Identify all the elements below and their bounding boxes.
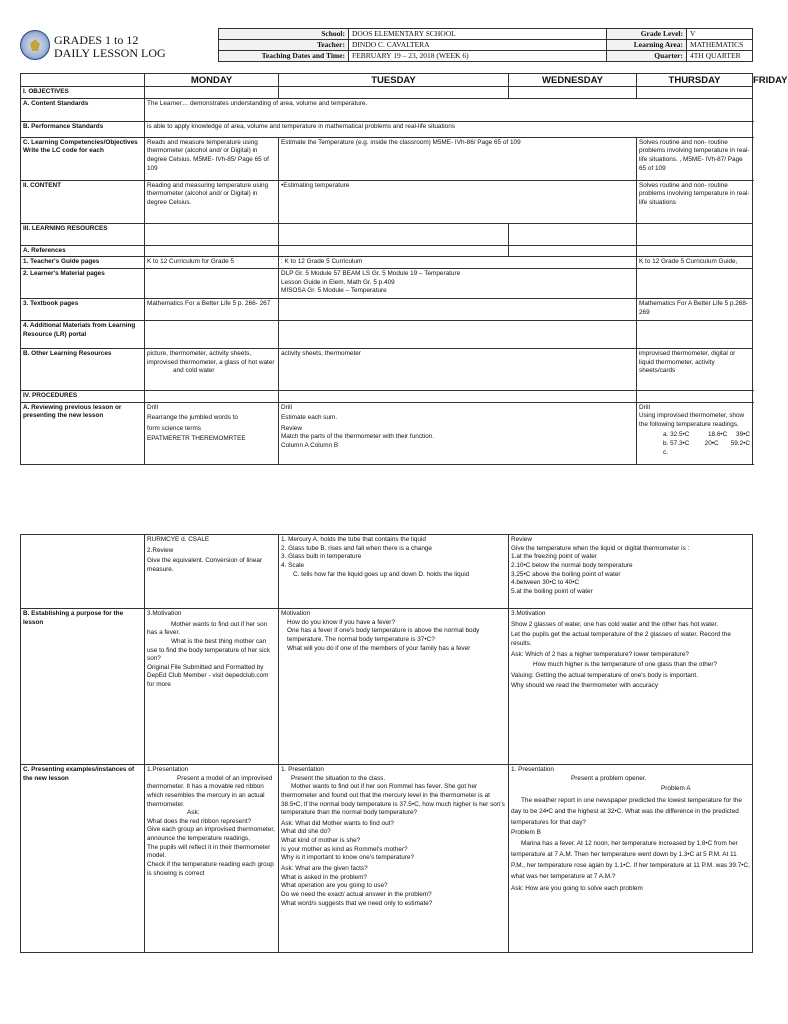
teacher-label: Teacher:	[219, 40, 349, 51]
quarter-label: Quarter:	[607, 51, 687, 62]
purpose-label: B. Establishing a purpose for the lesson	[21, 609, 145, 765]
teacher-value: DINDO C. CAVALTERA	[349, 40, 607, 51]
performance-label: B. Performance Standards	[21, 121, 145, 137]
review-tuesday: Drill Estimate each sum. Review Match the parts of the thermometer with their function. Column A Column B	[279, 402, 637, 464]
other-resources-label: B. Other Learning Resources	[21, 348, 145, 390]
teachers-guide-tuesday: : K to 12 Grade 5 Curriculum	[279, 257, 637, 269]
references-label: A. References	[21, 245, 145, 257]
teachers-guide-thursday: K to 12 Grade 5 Curriculum Guide,	[637, 257, 753, 269]
grade-label: Grade Level:	[607, 29, 687, 40]
textbook-label: 3. Textbook pages	[21, 298, 145, 320]
corner-cell	[21, 74, 145, 87]
day-monday: MONDAY	[145, 74, 279, 87]
competencies-thursday: Solves routine and non- routine problems involving temperature in real-life situations. , M5ME- IVh-87/ Page 65 of 109	[637, 137, 753, 180]
performance-value: is able to apply knowledge of area, volume and temperature in mathematical problems and real-life situations	[145, 121, 753, 137]
p2-review-tuesday: 1. Mercury A. holds the tube that contains the liquid 2. Glass tube B. rises and fall when there is a change 3. Glass bulb in temperature 4. Scale C. tells how far the liquid goes up and down D. holds the liquid	[279, 535, 509, 609]
lesson-table-page1: MONDAY TUESDAY WEDNESDAY THURSDAY FRIDAY I. OBJECTIVES A. Content Standards The Learner… demonstrates understanding of area, volume and temperature. B. Performance Standards is able to apply knowledge of area, volume and temperature in mathematical problems and real-life situations C. Learning Competencies/Objectives Write the LC code for each Reads and measure temperature using thermometer (alcohol and/ or Digital) in degree Celsius. M5ME- IVh-85/ Page 65 of 109 Estimate the Temperature (e.g. inside the classroom) M5ME- IVh-86/ Page 65 of 109 Solves routine and non- routine problems involving temperature in real-life situations. , M5ME- IVh-87/ Page 65 of 109 II. CONTENT Reading and measuring temperature using thermometer (alcohol and/ or Digital) in degree Celsius. •Estimating temperature Solves routine and non- routine problems involving temperature in real-life situations III. LEARNING RESOURCES A. References 1. Teacher's Guide pages K to 12 Curriculum for Grade 5 : K to 12 Grade 5 Curriculum K to 12 Grade 5 Curriculum Guide, 2. Learner's Material pages DLP Gr. 5 Module 57 BEAM LS Gr. 5 Module 19 – Temperature Lesson Guide in Elem. Math Gr. 5 p.409 MISOSA Gr. 5 Module – Temperature 3. Textbook pages Mathematics For a Better Life 5 p. 266- 267 Mathematics For A Better Life 5 p.268- 269 4. Additional Materials from Learning Resource (LR) portal B. Other Learning Resources picture, thermometer, activity sheets, improvised thermometer, a glass of hot water and cold water activity sheets, thermometer improvised thermometer, digital or liquid thermometer, activity sheets/cards IV. PROCEDURES A. Reviewing previous lesson or presenting the new lesson Drill Rearrange the jumbled words to form science terms EPATMERETR THEREMOMRTEE Drill Estimate each sum. Review Match the parts of the thermometer with their function. Column A Column B Drill Using improvised thermometer, show the following temperature readings. a. 32.5•C 18.6•C 39•C b. 57.3•C 20•C 59.2•C c.	[20, 73, 752, 465]
content-tuesday: •Estimating temperature	[279, 180, 637, 223]
additional-materials-label: 4. Additional Materials from Learning Resource (LR) portal	[21, 320, 145, 348]
textbook-thursday: Mathematics For A Better Life 5 p.268- 269	[637, 298, 753, 320]
review-monday: Drill Rearrange the jumbled words to form science terms EPATMERETR THEREMOMRTEE	[145, 402, 279, 464]
purpose-thursday: 3.Motivation Show 2 glasses of water, one has cold water and the other has hot water. Let the pupils get the actual temperature of the 2 glasses of water. Record the results. Ask: Which of 2 has a higher temperature? lower temperature? How much higher is the temperature of one glass than the other? Valuing: Getting the actual temperature of one's body is important. Why should we read the thermometer with accuracy	[509, 609, 753, 765]
deped-seal-icon	[20, 30, 50, 60]
lesson-table-page2	[20, 534, 752, 953]
learners-material-tuesday: DLP Gr. 5 Module 57 BEAM LS Gr. 5 Module 19 – Temperature Lesson Guide in Elem. Math Gr. 5 p.409 MISOSA Gr. 5 Module – Temperature	[279, 268, 637, 298]
other-resources-tuesday: activity sheets, thermometer	[279, 348, 637, 390]
teachers-guide-monday: K to 12 Curriculum for Grade 5	[145, 257, 279, 269]
day-tuesday: TUESDAY	[279, 74, 509, 87]
competencies-tuesday: Estimate the Temperature (e.g. inside the classroom) M5ME- IVh-86/ Page 65 of 109	[279, 137, 637, 180]
review-thursday: Drill Using improvised thermometer, show the following temperature readings. a. 32.5•C 18.6•C 39•C b. 57.3•C 20•C 59.2•C c.	[637, 402, 753, 464]
learners-material-label: 2. Learner's Material pages	[21, 268, 145, 298]
content-label: II. CONTENT	[21, 180, 145, 223]
presenting-thursday: 1. Presentation Present a problem opener. Problem A The weather report in one newspaper predicted the lowest temperature for the day to be 24•C and the highest at 32•C. What was the difference in the predicted temperatures for that day? Problem B Marina has a fever. At 12 noon, her temperature increased by 1.8•C from her temperature at 7 A.M. Then her temperature went down by 1.3•C at 5 P.M. At 11 P.M., her temperature rose again by 1.1•C. If her temperature at 11 P.M. was 39.7•C, what was her temperature at 7 A.M.? Ask: How are you going to solve each problem	[509, 765, 753, 953]
quarter-value: 4TH QUARTER	[687, 51, 753, 62]
purpose-monday: 3.Motivation Mother wants to find out if her son has a fever. What is the best thing mother can use to find the body temperature of her sick son? Original File Submitted and Formatted by DepEd Club Member - visit depedclub.com for more	[145, 609, 279, 765]
dates-label: Teaching Dates and Time:	[219, 51, 349, 62]
content-standards-label: A. Content Standards	[21, 98, 145, 121]
presenting-monday: 1.Presentation Present a model of an improvised thermometer. It has a movable red ribbon which resembles the mercury in an actual thermometer. Ask: What does the red ribbon represent? Give each group an improvised thermometer, announce the temperature readings, The pupils will reflect it in their thermometer model. Check if the temperature reading each group is showing is correct	[145, 765, 279, 953]
content-thursday: Solves routine and non- routine problems involving temperature in real-life situations	[637, 180, 753, 223]
content-monday: Reading and measuring temperature using thermometer (alcohol and/ or Digital) in degree Celsius.	[145, 180, 279, 223]
content-standards-value: The Learner… demonstrates understanding of area, volume and temperature.	[145, 98, 753, 121]
lesson-log-header	[20, 28, 752, 68]
day-wednesday: WEDNESDAY	[509, 74, 637, 87]
review-label: A. Reviewing previous lesson or presenting the new lesson	[21, 402, 145, 464]
competencies-label: C. Learning Competencies/Objectives Write the LC code for each	[21, 137, 145, 180]
area-value: MATHEMATICS	[687, 40, 753, 51]
school-label: School:	[219, 29, 349, 40]
log-title: GRADES 1 to 12 DAILY LESSON LOG	[54, 33, 166, 60]
area-label: Learning Area:	[607, 40, 687, 51]
procedures-label: IV. PROCEDURES	[21, 390, 145, 402]
header-info-table	[218, 28, 753, 62]
other-resources-thursday: improvised thermometer, digital or liquid thermometer, activity sheets/cards	[637, 348, 753, 390]
presenting-tuesday: 1. Presentation Present the situation to the class. Mother wants to find out if her son Rommel has fever. She got her thermometer and found out that the mercury level in the thermometer is at 38.5•C, If the normal body temperature is 37.5•C, how much higher is her son's temperature than the normal body temperature? Ask: What did Mother wants to find out? What did she do? What kind of mother is she? Is your mother as kind as Rommel's mother? Why is it important to know one's temperature? Ask: What are the given facts? What is asked in the problem? What operation are you going to use? Do we need the exact/ actual answer in the problem? What word/s suggests that we need only to estimate?	[279, 765, 509, 953]
competencies-monday: Reads and measure temperature using thermometer (alcohol and/ or Digital) in degree Celsius. M5ME- IVh-85/ Page 65 of 109	[145, 137, 279, 180]
objectives-label: I. OBJECTIVES	[21, 87, 145, 99]
p2-review-thursday: Review Give the temperature when the liquid or digital thermometer is : 1.at the freezing point of water 2.10•C below the normal body temperature 3.25•C above the boiling point of water 4.between 30•C to 40•C 5.at the boiling point of water	[509, 535, 753, 609]
p2-review-monday: RURMCYE d. CSALE 2.Review Give the equivalent. Conversion of linear measure.	[145, 535, 279, 609]
day-thursday: THURSDAY	[637, 74, 753, 87]
purpose-tuesday: Motivation How do you know if you have a fever? One has a fever if one's body temperature is above the normal body temperature. The normal body temperature is 37•C? What will you do if one of the members of your family has a fever	[279, 609, 509, 765]
school-value: DOOS ELEMENTARY SCHOOL	[349, 29, 607, 40]
teachers-guide-label: 1. Teacher's Guide pages	[21, 257, 145, 269]
grade-value: V	[687, 29, 753, 40]
textbook-monday: Mathematics For a Better Life 5 p. 266- 267	[145, 298, 279, 320]
resources-label: III. LEARNING RESOURCES	[21, 223, 145, 245]
presenting-label: C. Presenting examples/instances of the new lesson	[21, 765, 145, 953]
dates-value: FEBRUARY 19 – 23, 2018 (WEEK 6)	[349, 51, 607, 62]
other-resources-monday: picture, thermometer, activity sheets, improvised thermometer, a glass of hot water and cold water	[145, 348, 279, 390]
